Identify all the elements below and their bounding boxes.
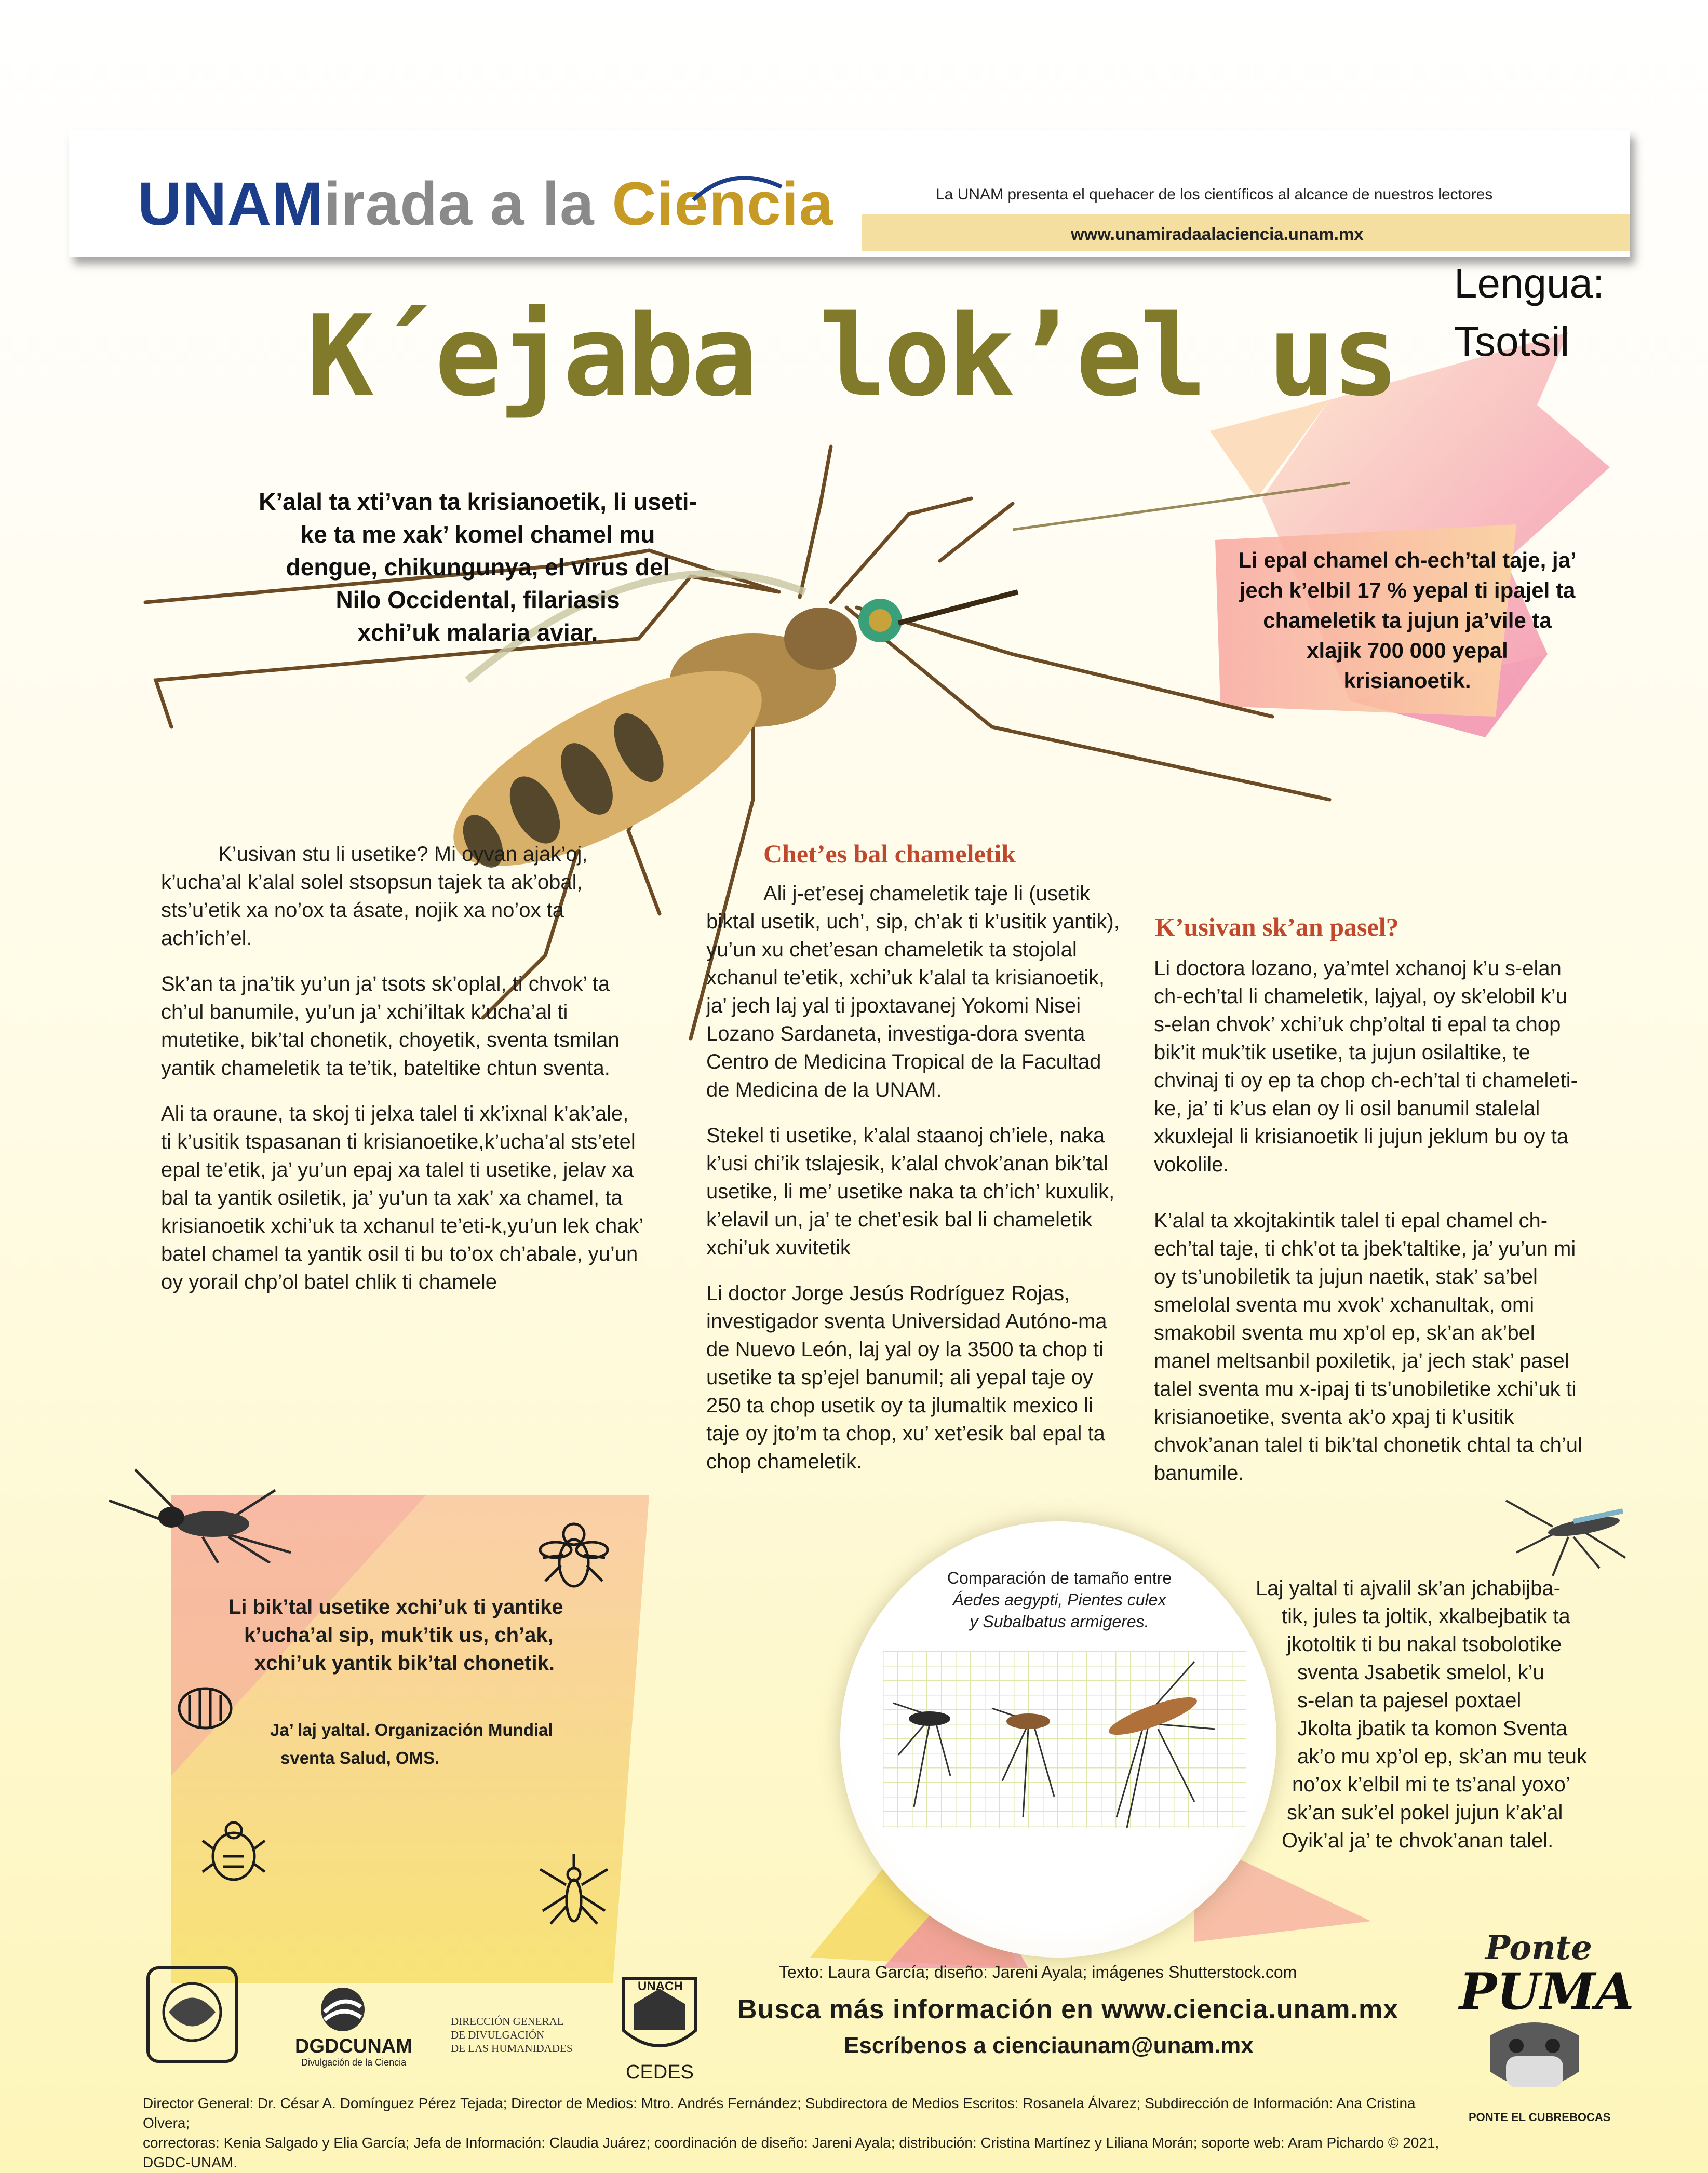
side-text xyxy=(1256,1574,1630,1855)
comparison-line-1: Comparación de tamaño entre xyxy=(947,1569,1172,1587)
puma-mask-icon xyxy=(1475,2015,1594,2103)
comparison-line-3: y Subalbatus armigeres. xyxy=(970,1612,1149,1631)
side-line-8: no’ox k’elbil mi te ts’anal yoxo’ xyxy=(1292,1773,1570,1796)
side-line-6: Jkolta jbatik ta komon Sventa xyxy=(1297,1717,1568,1740)
mosquito-outline-icon xyxy=(535,1848,613,1926)
col3-paragraph-1: Li doctora lozano, ya’mtel xchanoj k’u s-elan ch-ech’tal li chameletik, lajyal, oy sk’elobil k’u s-elan chvok’ xchi’uk chp’oltal ti epal ta chop bik’it muk’tik usetike, ta jujun osilaltike, te chvinaj ti oy ep ta chop ch-ech’tal ti chameleti-ke, ja’ ti k’us elan oy li osil banumil stalelal xkuxlejal li krisianoetik li jujun jeklum bu oy ta vokolile. xyxy=(1154,957,1578,1176)
larva-icon xyxy=(174,1680,236,1737)
lead-line-2: ke ta me xak’ komel chamel mu xyxy=(300,521,655,548)
column-3 xyxy=(1154,954,1590,1505)
comparison-caption xyxy=(893,1567,1226,1632)
col1-paragraph-1: K’usivan stu li usetike? Mi oyvan ajak’oj, k’ucha’al k’alal solel stsopsun tajek ta ak’obal, sts’u’etik xa no’ox ta ásate, nojik xa no’ox ta ach’ich’el. xyxy=(161,843,588,950)
language-label xyxy=(1454,254,1604,371)
side-line-4: sventa Jsabetik smelol, k’u xyxy=(1297,1661,1544,1684)
write-us-text[interactable]: Escríbenos a cienciaunam@unam.mx xyxy=(844,2033,1254,2058)
callout-line-2: jech k’elbil 17 % yepal ti ipajel ta xyxy=(1239,578,1576,602)
ponte-text: Ponte xyxy=(1485,1928,1592,1967)
lead-line-1: K’alal ta xti’van ta krisianoetik, li useti- xyxy=(259,488,697,515)
side-line-10: Oyik’al ja’ te chvok’anan talel. xyxy=(1282,1829,1554,1852)
who-source-line-2: sventa Salud, OMS. xyxy=(280,1748,440,1767)
who-source xyxy=(270,1716,553,1772)
mosquito-right-icon xyxy=(1496,1490,1631,1578)
side-line-3: jkotoltik ti bu nakal tsobolotike xyxy=(1287,1633,1562,1656)
credits-text: Texto: Laura García; diseño: Jareni Ayala; imágenes Shutterstock.com xyxy=(779,1963,1297,1981)
humanidades-line-1: DIRECCIÓN GENERAL xyxy=(451,2015,564,2028)
callout-line-4: xlajik 700 000 yepal xyxy=(1307,638,1508,663)
logo-part-unam: UNAM xyxy=(138,170,324,238)
col2-paragraph-3: Li doctor Jorge Jesús Rodríguez Rojas, investigador sventa Universidad Autóno-ma de Nuevo León, laj yal oy la 3500 ta chop ti usetike ta sp’ejel banumil; ali yepal taje oy 250 ta chop usetik oy ta jlumaltik mexico li taje oy jto’m ta chop, xu’ xet’esik bal epal ta chop chameletik. xyxy=(706,1282,1107,1473)
side-line-2: tik, jules ta joltik, xkalbejbatik ta xyxy=(1282,1605,1570,1628)
side-line-5: s-elan ta pajesel poxtael xyxy=(1297,1689,1522,1712)
unam-seal-icon xyxy=(140,1963,244,2067)
who-line-1: Li bik’tal usetike xchi’uk ti yantike xyxy=(228,1596,563,1618)
staff-line-1: Director General: Dr. César A. Domínguez Pérez Tejada; Director de Medios: Mtro. Andrés Fernández; Subdirectora de Medios Escritos: Rosanela Álvarez; Subdirección de Información: Ana Cristina Olvera; xyxy=(143,2095,1416,2131)
lead-line-4: Nilo Occidental, filariasis xyxy=(335,586,620,613)
language-line-2: Tsotsil xyxy=(1454,318,1570,365)
dgdc-logo-text: DGDCUNAM xyxy=(295,2035,412,2057)
puma-text: PUMA xyxy=(1459,1962,1634,2021)
side-line-7: ak’o mu xp’ol ep, sk’an mu teuk xyxy=(1297,1745,1588,1768)
lead-line-3: dengue, chikungunya, el virus del xyxy=(286,554,670,581)
col2-paragraph-1: Ali j-et’esej chameletik taje li (usetik biktal usetik, uch’, sip, ch’ak ti k’usitik yantik), yu’un xu chet’esan chameletik ta stojolal xchanul te’etik, xchi’uk k’alal ta krisianoetik, ja’ jech laj yal ti jpoxtavanej Yokomi Nisei Lozano Sardaneta, investiga-dora sventa Centro de Medicina Tropical de la Facultad de Medicina de la UNAM. xyxy=(706,882,1120,1101)
humanidades-logo xyxy=(451,2015,573,2055)
cedes-text: CEDES xyxy=(626,2061,694,2083)
unach-text: UNACH xyxy=(638,1979,683,1993)
who-line-2: k’ucha’al sip, muk’tik us, ch’ak, xyxy=(244,1624,554,1646)
who-source-line-1: Ja’ laj yaltal. Organización Mundial xyxy=(270,1720,553,1739)
callout-line-5: krisianoetik. xyxy=(1343,668,1471,693)
mosquito-small-icon xyxy=(104,1459,322,1563)
col1-paragraph-3: Ali ta oraune, ta skoj ti jelxa talel ti xk’ixnal k’ak’ale, ti k’usitik tspasanan ti krisianoetike,k’ucha’al sts’etel epal te’etik, ja’ yu’un epaj xa talel ti usetike, jelav xa bal ta yantik osiletik, ja’ yu’un ta xak’ xa chamel, ta krisianoetik xchi’uk ta xchanul te’eti-k,yu’un lek chak’ batel chamel ta yantik osil ti bu to’ox ch’abale, yu’un oy yorail chp’ol batel chlik ti chamele xyxy=(161,1102,643,1293)
mosquito-comparison-image xyxy=(883,1651,1246,1828)
header-url[interactable]: www.unamiradaalaciencia.unam.mx xyxy=(1071,224,1364,244)
language-line-1: Lengua: xyxy=(1454,260,1605,306)
logo-part-ciencia: Ciencia xyxy=(612,170,834,238)
col3-paragraph-2: K’alal ta xkojtakintik talel ti epal chamel ch-ech’tal taje, ti chk’ot ta jbek’taltike, ja’ yu’un mi oy ts’unobiletik ta jujun naetik, stak’ sa’bel smelolal sventa mu xvok’ xchanultak, omi smakobil sventa mu xp’ol ep, sk’an ak’bel manel meltsanbil poxiletik, ja’ jech stak’ pasel talel sventa mu x-ipaj ti ts’unobiletike xchi’uk ti krisianoetike, sventa ak’o xpaj ti k’usitik chvok’anan talel ti bik’tal chonetik chtal ta ch’ul banumile. xyxy=(1154,1209,1582,1484)
column-2 xyxy=(706,880,1122,1493)
lead-paragraph xyxy=(218,485,737,649)
more-info-text[interactable]: Busca más información en www.ciencia.unam.mx xyxy=(737,1994,1399,2024)
col1-paragraph-2: Sk’an ta jna’tik yu’un ja’ tsots sk’oplal, ti chvok’ ta ch’ul banumile, yu’un ja’ xchi’iltak k’ucha’al ti mutetike, bik’tal chonetik, choyetik, sventa tsmilan yantik chameletik ta te’tik, bateltike chtun sventa. xyxy=(161,973,620,1079)
staff-line-2: correctoras: Kenia Salgado y Elia García; Jefa de Información: Claudia Juárez; coordinación de diseño: Jareni Ayala; distribución: Cristina Martínez y Liliana Morán; soporte web: Aram Pichardo © 2021, DGDC-UNAM. xyxy=(143,2135,1440,2170)
col2-heading: Chet’es bal chameletik xyxy=(763,839,1016,868)
page-title: K´ejaba lok’el us xyxy=(306,291,1396,421)
dgdc-logo-sub: Divulgación de la Ciencia xyxy=(301,2057,407,2068)
logo-swoosh-icon xyxy=(691,171,784,203)
col3-heading: K’usivan sk’an pasel? xyxy=(1155,912,1399,941)
ponte-cubrebocas-text: PONTE EL CUBREBOCAS xyxy=(1469,2111,1611,2124)
col2-paragraph-2: Stekel ti usetike, k’alal staanoj ch’iele, naka k’usi chi’ik tslajesik, k’alal chvok’anan bik’tal usetike, li me’ usetike naka ta ch’ich’ kuxulik, k’elavil un, ja’ te chet’esik bal li chameletik xchi’uk xuvitetik xyxy=(706,1124,1115,1259)
bedbug-icon xyxy=(200,1817,267,1885)
callout-line-3: chameletik ta jujun ja’vile ta xyxy=(1263,608,1552,632)
staff-credits xyxy=(143,2094,1441,2172)
ponte-puma-logo xyxy=(1459,1926,1634,2021)
comparison-line-2: Áedes aegypti, Pientes culex xyxy=(952,1590,1166,1609)
column-1 xyxy=(161,840,644,1314)
fly-icon xyxy=(537,1514,610,1591)
who-quote xyxy=(228,1593,623,1677)
who-line-3: xchi’uk yantik bik’tal chonetik. xyxy=(254,1652,555,1675)
lead-line-5: xchi’uk malaria aviar. xyxy=(357,619,598,646)
header-tagline: La UNAM presenta el quehacer de los científicos al alcance de nuestros lectores xyxy=(936,186,1493,203)
callout-line-1: Li epal chamel ch-ech’tal taje, ja’ xyxy=(1238,548,1577,572)
logo-part-irada: irada a la xyxy=(323,170,612,238)
humanidades-line-2: DE DIVULGACIÓN xyxy=(451,2029,545,2041)
humanidades-line-3: DE LAS HUMANIDADES xyxy=(451,2042,573,2055)
side-line-1: Laj yaltal ti ajvalil sk’an jchabijba- xyxy=(1256,1577,1561,1600)
statistic-callout xyxy=(1220,545,1594,696)
side-line-9: sk’an suk’el pokel jujun k’ak’al xyxy=(1287,1801,1563,1824)
dgdc-logo-icon xyxy=(312,1983,374,2035)
